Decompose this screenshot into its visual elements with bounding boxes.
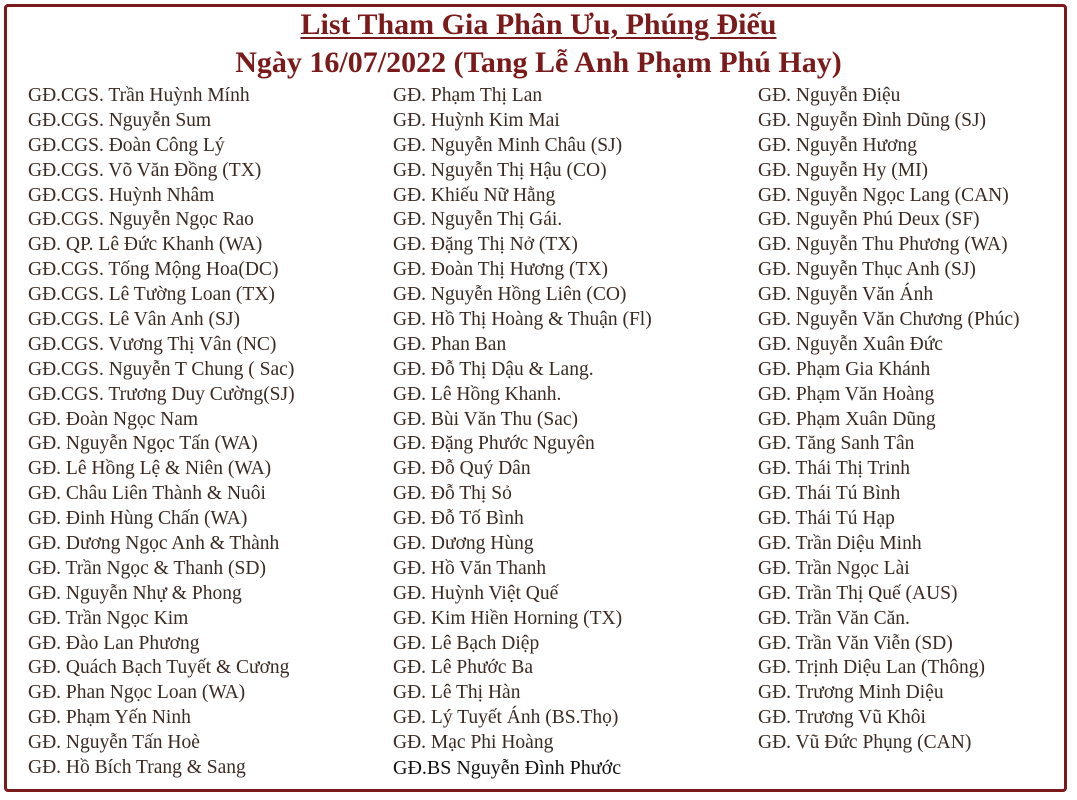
list-item: GĐ. Nguyễn Thị Hậu (CO)	[393, 159, 607, 181]
list-item: GĐ.CGS. Nguyễn Ngọc Rao	[28, 209, 254, 231]
list-item: GĐ. Đoàn Ngọc Nam	[28, 408, 199, 430]
list-item: GĐ. Đỗ Thị Dậu & Lang.	[393, 358, 594, 380]
list-item: GĐ. Trần Diệu Minh	[758, 533, 922, 555]
list-item: GĐ. Thái Tú Hạp	[758, 508, 895, 530]
list-item: GĐ.CGS. Trương Duy Cường(SJ)	[28, 383, 295, 405]
list-item: GĐ. Nguyễn Văn Chương (Phúc)	[758, 309, 1020, 331]
list-item: GĐ. Dương Ngọc Anh & Thành	[28, 533, 280, 555]
list-item: GĐ. Đỗ Thị Sỏ	[393, 483, 512, 505]
list-item: GĐ. Tăng Sanh Tân	[758, 433, 915, 455]
list-item: GĐ. Nguyễn Ngọc Lang (CAN)	[758, 184, 1009, 206]
list-item: GĐ. Trần Ngọc Kim	[28, 607, 189, 629]
list-item: GĐ. Phạm Xuân Dũng	[758, 408, 936, 430]
list-item: GĐ. Nguyễn Phú Deux (SF)	[758, 209, 980, 231]
list-item: GĐ. Hồ Bích Trang & Sang	[28, 757, 246, 779]
list-item: GĐ.CGS. Đoàn Công Lý	[28, 134, 225, 156]
list-item: GĐ. Châu Liên Thành & Nuôi	[28, 483, 266, 505]
list-item: GĐ. Trần Ngọc & Thanh (SD)	[28, 557, 266, 579]
list-item: GĐ. Đặng Thị Nở (TX)	[393, 234, 578, 256]
list-item: GĐ. Huỳnh Kim Mai	[393, 109, 560, 131]
list-item: GĐ. Trịnh Diệu Lan (Thông)	[758, 657, 985, 679]
list-item: GĐ. Thái Tú Bình	[758, 483, 901, 505]
list-item: GĐ. QP. Lê Đức Khanh (WA)	[28, 234, 263, 256]
list-item: GĐ. Phan Ngọc Loan (WA)	[28, 682, 246, 704]
list-item: GĐ. Hồ Thị Hoàng & Thuận (Fl)	[393, 309, 652, 331]
list-item: GĐ. Nguyễn Hồng Liên (CO)	[393, 284, 627, 306]
list-item: GĐ. Mạc Phi Hoàng	[393, 732, 554, 754]
list-item: GĐ. Thái Thị Trinh	[758, 458, 911, 480]
name-column-2	[393, 84, 748, 781]
list-item: GĐ.CGS. Huỳnh Nhâm	[28, 184, 215, 206]
list-item: GĐ. Lê Hồng Lệ & Niên (WA)	[28, 458, 272, 480]
list-item: GĐ. Lê Hồng Khanh.	[393, 383, 562, 405]
list-item: GĐ. Phạm Gia Khánh	[758, 358, 931, 380]
list-item: GĐ.CGS. Nguyễn T Chung ( Sac)	[28, 358, 295, 380]
list-item: GĐ. Nguyễn Văn Ánh	[758, 284, 934, 306]
list-item: GĐ. Trần Thị Quế (AUS)	[758, 582, 958, 604]
list-item: GĐ. Nguyễn Điệu	[758, 85, 901, 106]
list-item: GĐ. Lê Phước Ba	[393, 657, 534, 679]
list-item: GĐ. Nguyễn Ngọc Tấn (WA)	[28, 433, 258, 455]
list-item: GĐ. Đặng Phước Nguyên	[393, 433, 595, 455]
list-item: GĐ. Quách Bạch Tuyết & Cương	[28, 657, 290, 679]
list-item: GĐ. Đỗ Quý Dân	[393, 458, 531, 480]
list-item: GĐ. Phạm Thị Lan	[393, 85, 543, 106]
list-item: GĐ. Nguyễn Minh Châu (SJ)	[393, 134, 623, 156]
list-item: GĐ. Dương Hùng	[393, 533, 534, 555]
list-item: GĐ. Kim Hiền Horning (TX)	[393, 607, 623, 629]
list-item: GĐ. Đào Lan Phương	[28, 632, 200, 654]
list-item: GĐ. Nguyễn Thục Anh (SJ)	[758, 259, 976, 281]
list-item: GĐ.BS Nguyễn Đình Phước	[393, 757, 622, 780]
list-item: GĐ.CGS. Võ Văn Đồng (TX)	[28, 159, 262, 181]
list-item: GĐ. Nguyễn Thu Phương (WA)	[758, 234, 1008, 256]
list-item: GĐ. Hồ Văn Thanh	[393, 557, 547, 579]
list-item: GĐ.CGS. Lê Tường Loan (TX)	[28, 284, 275, 306]
list-item: GĐ. Lê Thị Hàn	[393, 682, 521, 704]
list-item: GĐ. Đỗ Tố Bình	[393, 508, 524, 530]
list-item: GĐ. Nguyễn Tấn Hoè	[28, 732, 200, 754]
list-item: GĐ. Phạm Yến Ninh	[28, 707, 191, 729]
list-item: GĐ. Trần Văn Viễn (SD)	[758, 632, 953, 654]
list-item: GĐ. Vũ Đức Phụng (CAN)	[758, 732, 972, 754]
list-item: GĐ. Bùi Văn Thu (Sac)	[393, 408, 579, 430]
name-column-1	[28, 84, 378, 781]
list-item: GĐ. Trương Vũ Khôi	[758, 707, 926, 729]
list-item: GĐ. Nguyễn Thị Gái.	[393, 209, 563, 231]
list-item: GĐ.CGS. Lê Vân Anh (SJ)	[28, 309, 240, 331]
list-item: GĐ. Lý Tuyết Ánh (BS.Thọ)	[393, 707, 619, 729]
page-title: List Tham Gia Phân Ưu, Phúng Điếu	[300, 8, 777, 41]
list-item: GĐ.CGS. Vương Thị Vân (NC)	[28, 333, 277, 355]
list-item: GĐ. Phan Ban	[393, 333, 507, 355]
list-item: GĐ. Phạm Văn Hoàng	[758, 383, 935, 405]
list-item: GĐ. Huỳnh Việt Quế	[393, 582, 559, 604]
list-item: GĐ. Đoàn Thị Hương (TX)	[393, 259, 608, 281]
list-item: GĐ.CGS. Nguyễn Sum	[28, 109, 212, 131]
list-item: GĐ. Trần Văn Căn.	[758, 607, 910, 629]
list-item: GĐ. Lê Bạch Diệp	[393, 632, 540, 654]
list-item: GĐ.CGS. Trần Huỳnh Mính	[28, 85, 250, 106]
list-item: GĐ.CGS. Tống Mộng Hoa(DC)	[28, 259, 279, 281]
list-item: GĐ. Nguyễn Đình Dũng (SJ)	[758, 109, 987, 131]
list-item: GĐ. Trần Ngọc Lài	[758, 557, 910, 579]
name-column-3	[758, 84, 1063, 756]
list-item: GĐ. Nguyễn Nhự & Phong	[28, 582, 242, 604]
list-item: GĐ. Trương Minh Diệu	[758, 682, 944, 704]
list-item: GĐ. Nguyễn Hy (MI)	[758, 159, 929, 181]
list-item: GĐ. Đinh Hùng Chấn (WA)	[28, 508, 248, 530]
list-item: GĐ. Nguyễn Xuân Đức	[758, 333, 943, 355]
list-item: GĐ. Khiếu Nữ Hằng	[393, 184, 556, 206]
list-item: GĐ. Nguyễn Hương	[758, 134, 917, 156]
page-subtitle: Ngày 16/07/2022 (Tang Lễ Anh Phạm Phú Hay)	[235, 46, 842, 79]
